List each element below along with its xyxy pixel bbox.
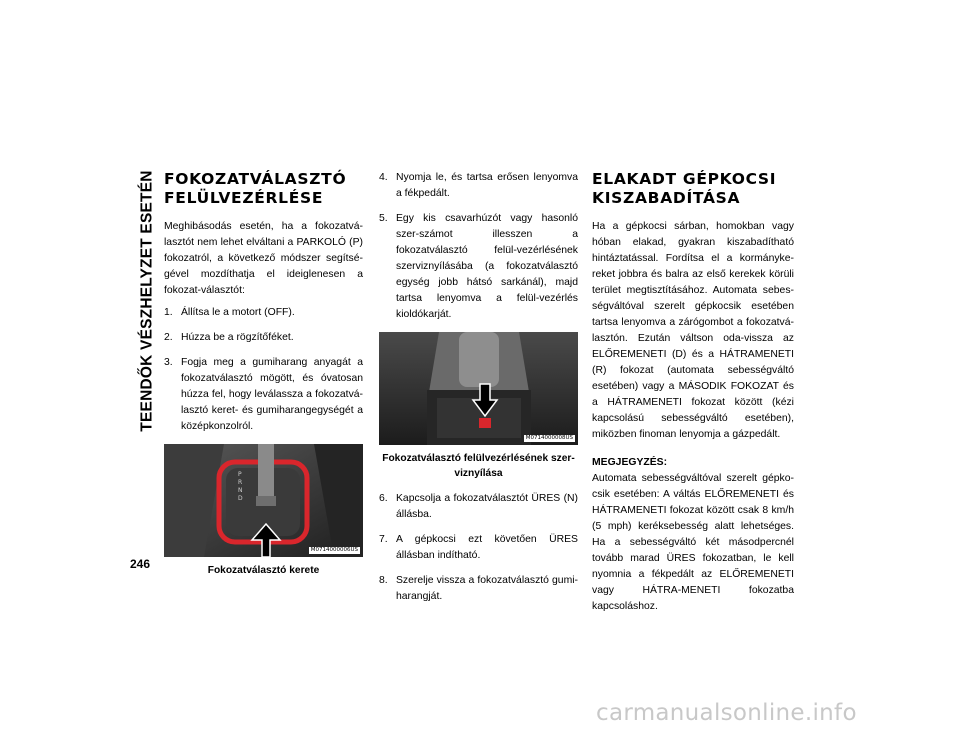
section-title-vertical	[136, 172, 160, 430]
step-item	[164, 305, 363, 321]
watermark: carmanualsonline.info	[596, 700, 857, 726]
svg-text:N: N	[238, 487, 243, 494]
section-title-text: TEENDŐK VÉSZHELYZET ESETÉN	[139, 170, 157, 432]
right-heading-line1: ELAKADT GÉPKOCSI	[592, 170, 777, 188]
step-number: 6.	[379, 493, 388, 504]
step-number: 5.	[379, 213, 388, 224]
figure-caption: Fokozatválasztó felülvezérlésének szer-viznyílása	[382, 453, 575, 479]
step-text: Egy kis csavarhúzót vagy hasonló szer-számot illesszen a fokozatválasztó felül-vezérlésének szerviznyílásába (a fokozatválasztó egység jobb hátsó sarkánál), majd tartsa lenyomva a felül-vezérlés kioldókarját.	[396, 213, 578, 320]
note-text: Automata sebességváltóval szerelt gépko-csik esetében: A váltás ELŐREMENETI és HÁTRAMENETI fokozat között csak 8 km/h (5 mph) keréksebesség alatt lehetséges. Ha a sebességváltó két másodpercnél tovább marad ÜRES fokozatban, le kell nyomnia a fékpedált az ELŐREMENETI vagy HÁTRA-MENETI fokozatba kapcsoláshoz.	[592, 473, 794, 612]
left-intro: Meghibásodás esetén, ha a fokozatvá-lasztót nem lehet elváltani a PARKOLÓ (P) fokozatról, a következő módszer segítsé-gével mozdíthatja el ideiglenesen a fokozat-választót:	[164, 221, 363, 296]
page-number: 246	[130, 557, 151, 571]
middle-steps-a	[379, 170, 578, 323]
step-number: 7.	[379, 534, 388, 545]
step-number: 2.	[164, 332, 173, 343]
middle-column	[379, 170, 578, 614]
left-column	[164, 170, 363, 578]
right-heading	[592, 170, 794, 208]
right-body: Ha a gépkocsi sárban, homokban vagy hóban elakad, gyakran kiszabadítható hintáztatással. Fordítsa el a kormányke-reket jobbra és balra az első kerekek körüli terület megtisztításához. Automata sebes-ségváltóval szerelt gépkocsik esetében tartsa lenyomva a zárógombot a fokozatvá-lasztón. Ezután váltson oda-vissza az ELŐREMENETI (D) és a HÁTRAMENETI (R) fokozat (automata sebességváltó esetében) vagy a MÁSODIK FOKOZAT és a HÁTRAMENETI fokozat között (kézi kapcsolású sebességváltó esetében), miközben finoman lenyomja a gázpedált.	[592, 221, 794, 440]
note-heading: MEGJEGYZÉS:	[592, 457, 668, 468]
step-item	[164, 355, 363, 435]
left-heading-line2: FELÜLVEZÉRLÉSE	[164, 189, 324, 207]
left-heading	[164, 170, 363, 208]
step-text: Állítsa le a motort (OFF).	[181, 307, 295, 318]
left-steps	[164, 305, 363, 435]
shifter-bezel-illustration	[164, 444, 363, 557]
left-heading-line1: FOKOZATVÁLASZTÓ	[164, 170, 347, 188]
right-column	[592, 170, 794, 621]
step-number: 1.	[164, 307, 173, 318]
step-item	[164, 330, 363, 346]
step-item	[379, 532, 578, 564]
override-access-illustration	[379, 332, 578, 445]
step-number: 3.	[164, 357, 173, 368]
figure-caption: Fokozatválasztó kerete	[207, 565, 320, 576]
step-item	[379, 491, 578, 523]
middle-steps-b	[379, 491, 578, 605]
step-text: Húzza be a rögzítőféket.	[181, 332, 294, 343]
step-text: Fogja meg a gumiharang anyagát a fokozatválasztó mögött, és óvatosan húzza fel, hogy leválassza a fokozatvá-lasztó keret- és gumiharangegységét a középkonzolról.	[181, 357, 363, 432]
override-access-photo	[379, 332, 578, 445]
step-item	[379, 211, 578, 323]
svg-text:D: D	[238, 495, 243, 502]
step-item	[379, 573, 578, 605]
step-number: 8.	[379, 575, 388, 586]
svg-text:R: R	[238, 479, 243, 486]
right-heading-line2: KISZABADÍTÁSA	[592, 189, 741, 207]
step-text: Kapcsolja a fokozatválasztót ÜRES (N) állásba.	[396, 493, 578, 520]
step-text: A gépkocsi ezt követően ÜRES állásban indítható.	[396, 534, 578, 561]
svg-text:P: P	[238, 471, 242, 478]
step-item	[379, 170, 578, 202]
step-text: Szerelje vissza a fokozatválasztó gumi-harangját.	[396, 575, 578, 602]
figure-code: M0714000008US	[525, 435, 573, 441]
shifter-bezel-photo	[164, 444, 363, 557]
step-text: Nyomja le, és tartsa erősen lenyomva a fékpedált.	[396, 172, 578, 199]
step-number: 4.	[379, 172, 388, 183]
figure-code: M0714000006US	[310, 547, 358, 553]
